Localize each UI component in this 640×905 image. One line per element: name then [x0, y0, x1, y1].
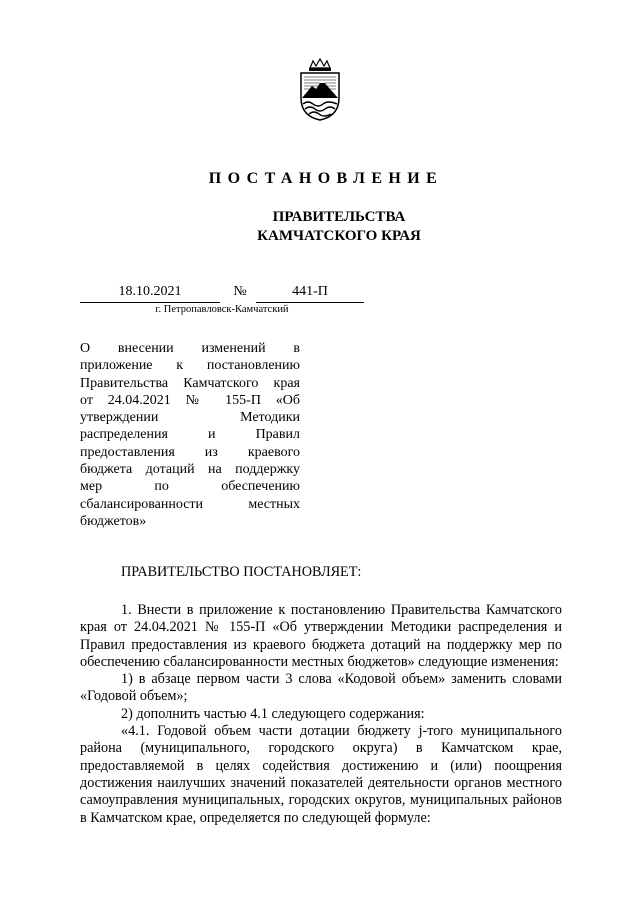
subject-line: бюджета дотаций на поддержку	[80, 462, 300, 478]
registration-city: г. Петропавловск-Камчатский	[155, 304, 289, 315]
subject-line: Правительства Камчатского края	[80, 375, 300, 391]
subject-line: от 24.04.2021 № 155-П «Об	[80, 392, 300, 408]
subject-line: О внесении изменений в	[80, 341, 300, 356]
body-paragraph: 2) дополнить частью 4.1 следующего содержания:	[121, 705, 425, 722]
kamchatka-coat-of-arms-icon	[298, 58, 342, 122]
subject-line: сбалансированности местных	[80, 496, 300, 512]
decree-heading: ПРАВИТЕЛЬСТВО ПОСТАНОВЛЯЕТ:	[121, 564, 362, 580]
registration-date: 18.10.2021	[80, 284, 220, 303]
document-type-title: ПОСТАНОВЛЕНИЕ	[208, 170, 444, 187]
issuer-name	[0, 208, 640, 246]
registration-number: 441-П	[256, 284, 364, 303]
subject-line: распределения и Правил	[80, 427, 300, 443]
document-subject	[80, 340, 300, 530]
subject-line: мер по обеспечению	[80, 479, 300, 495]
issuer-line: КАМЧАТСКОГО КРАЯ	[257, 228, 421, 244]
registration-number-sign: №	[233, 284, 247, 299]
document-body	[80, 602, 562, 827]
issuer-line: ПРАВИТЕЛЬСТВА	[272, 209, 406, 225]
subject-line: утверждении Методики	[80, 410, 300, 426]
subject-line: предоставления из краевого	[80, 444, 300, 460]
body-paragraph: «4.1. Годовой объем части дотации бюджету j-того муниципального района (муниципального, городского округа) в Камчатском крае, предоставляемой в целях содействия достижению и (или) поощрения достижения наилучших значений показателей деятельности органов местного самоуправления муниципальных, городских округов, муниципальных районов в Камчатском крае, определяется по следующей формуле:	[80, 723, 562, 826]
body-paragraph: 1. Внести в приложение к постановлению Правительства Камчатского края от 24.04.2021 № 155-П «Об утверждении Методики распределения и Правил предоставления из краевого бюджета дотаций на поддержку мер по обеспечению сбалансированности местных бюджетов» следующие изменения:	[80, 602, 562, 670]
subject-line: приложение к постановлению	[80, 358, 300, 374]
body-paragraph: 1) в абзаце первом части 3 слова «Кодовой объем» заменить словами «Годовой объем»;	[80, 671, 562, 705]
subject-line: бюджетов»	[80, 513, 147, 529]
